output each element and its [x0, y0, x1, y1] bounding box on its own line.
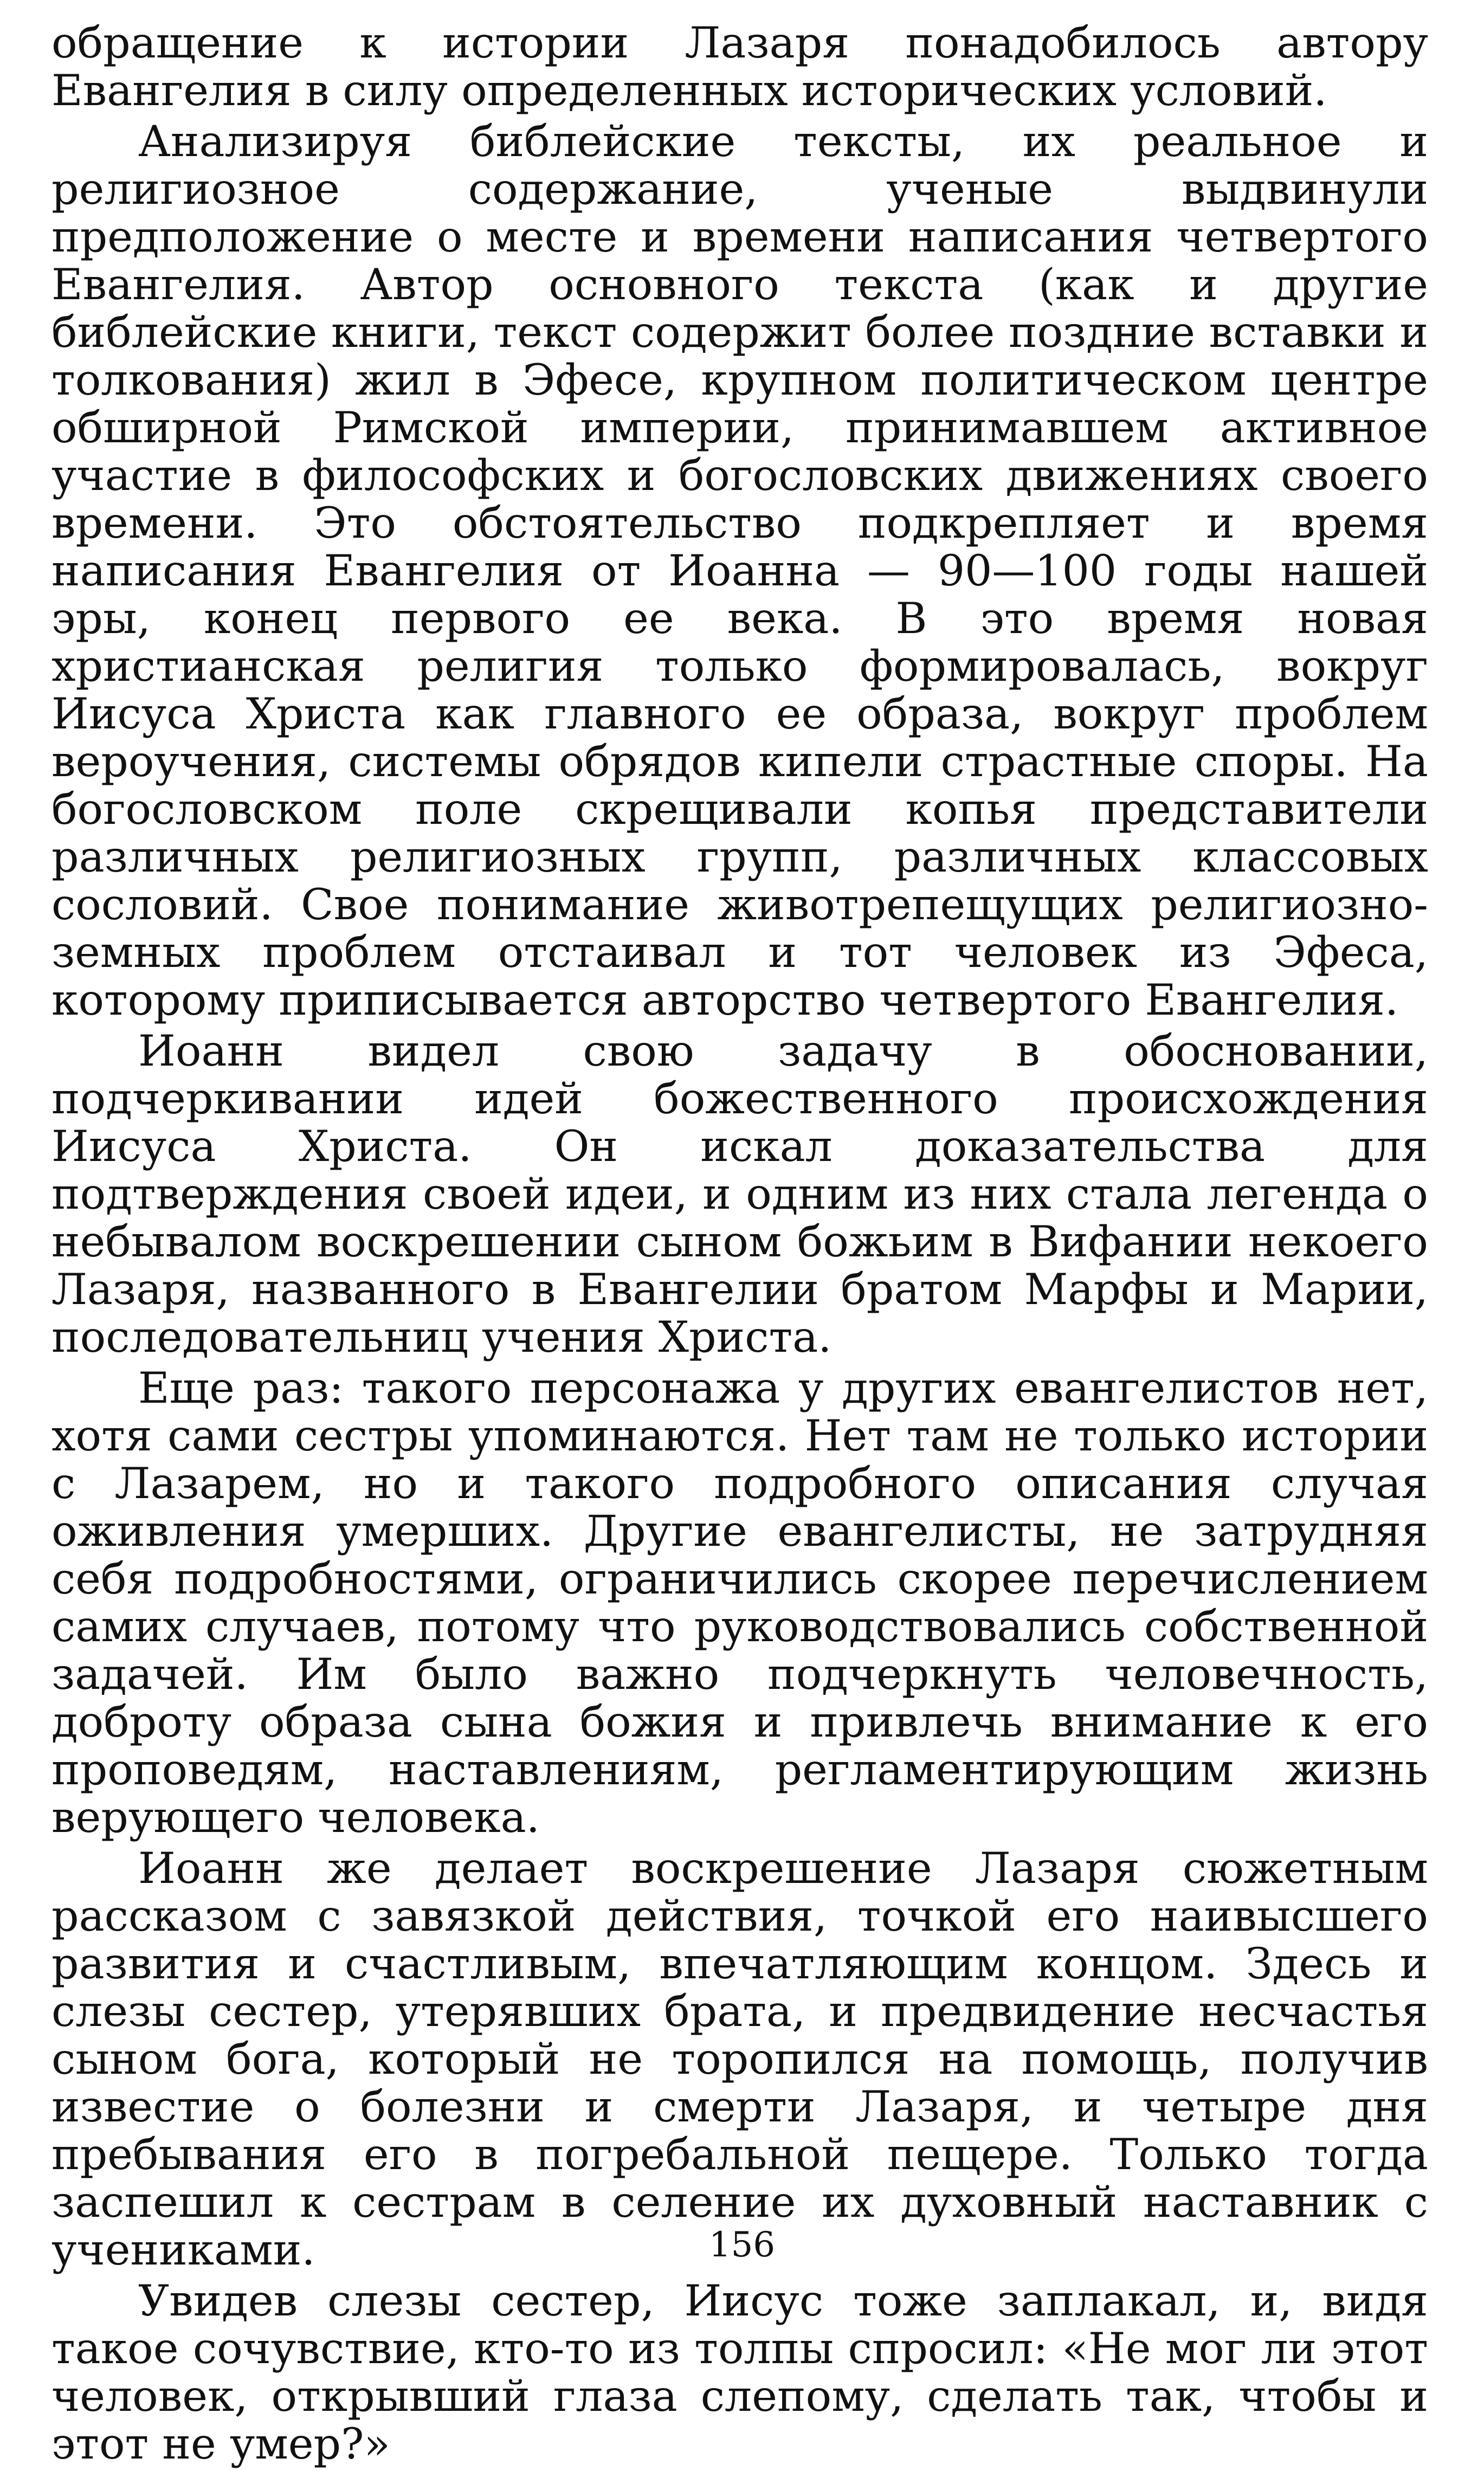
- paragraph-jesus-wept: Увидев слезы сестер, Иисус тоже заплакал, и, видя такое сочувствие, кто-то из толпы спросил: «Не мог ли этот человек, открывший глаза слепому, сделать так, чтобы и этот не умер?»: [51, 2276, 1428, 2469]
- page-number: 156: [708, 2225, 776, 2265]
- body-text: [51, 19, 1428, 2471]
- paragraph-other-evangelists: Еще раз: такого персонажа у других евангелистов нет, хотя сами сестры упоминаются. Нет там не только истории с Лазарем, но и такого подробного описания случая оживления умерших. Другие евангелисты, не затрудняя себя подробностями, ограничились скорее перечислением самих случаев, потому что руководствовались собственной задачей. Им было важно подчеркнуть человечность, доброту образа сына божия и привлечь внимание к его проповедям, наставлениям, регламентирующим жизнь верующего человека.: [51, 1363, 1428, 1842]
- paragraph-john-task: Иоанн видел свою задачу в обосновании, подчеркивании идей божественного происхождения Иисуса Христа. Он искал доказательства для подтверждения своей идеи, и одним из них стала легенда о небывалом воскрешении сыном божьим в Вифании некоего Лазаря, названного в Евангелии братом Марфы и Марии, последовательниц учения Христа.: [51, 1026, 1428, 1362]
- paragraph-lazarus-story: Иоанн же делает воскрешение Лазаря сюжетным рассказом с завязкой действия, точкой его наивысшего развития и счастливым, впечатляющим концом. Здесь и слезы сестер, утерявших брата, и предвидение несчастья сыном бога, который не торопился на помощь, получив известие о болезни и смерти Лазаря, и четыре дня пребывания его в погребальной пещере. Только тогда заспешил к сестрам в селение их духовный наставник с учениками.: [51, 1843, 1428, 2275]
- paragraph-continuation: обращение к истории Лазаря понадобилось автору Евангелия в силу определенных исторических условий.: [51, 18, 1428, 115]
- paragraph-scholars-analysis: Анализируя библейские тексты, их реальное и религиозное содержание, ученые выдвинули предположение о месте и времени написания четвертого Евангелия. Автор основного текста (как и другие библейские книги, текст содержит более поздние вставки и толкования) жил в Эфесе, крупном политическом центре обширной Римской империи, принимавшем активное участие в философских и богословских движениях своего времени. Это обстоятельство подкрепляет и время написания Евангелия от Иоанна — 90—100 годы нашей эры, конец первого ее века. В это время новая христианская религия только формировалась, вокруг Иисуса Христа как главного ее образа, вокруг проблем вероучения, системы обрядов кипели страстные споры. На богословском поле скрещивали копья представители различных религиозных групп, различных классовых сословий. Свое понимание животрепещущих религиозно-земных проблем отстаивал и тот человек из Эфеса, которому приписывается авторство четвертого Евангелия.: [51, 117, 1428, 1025]
